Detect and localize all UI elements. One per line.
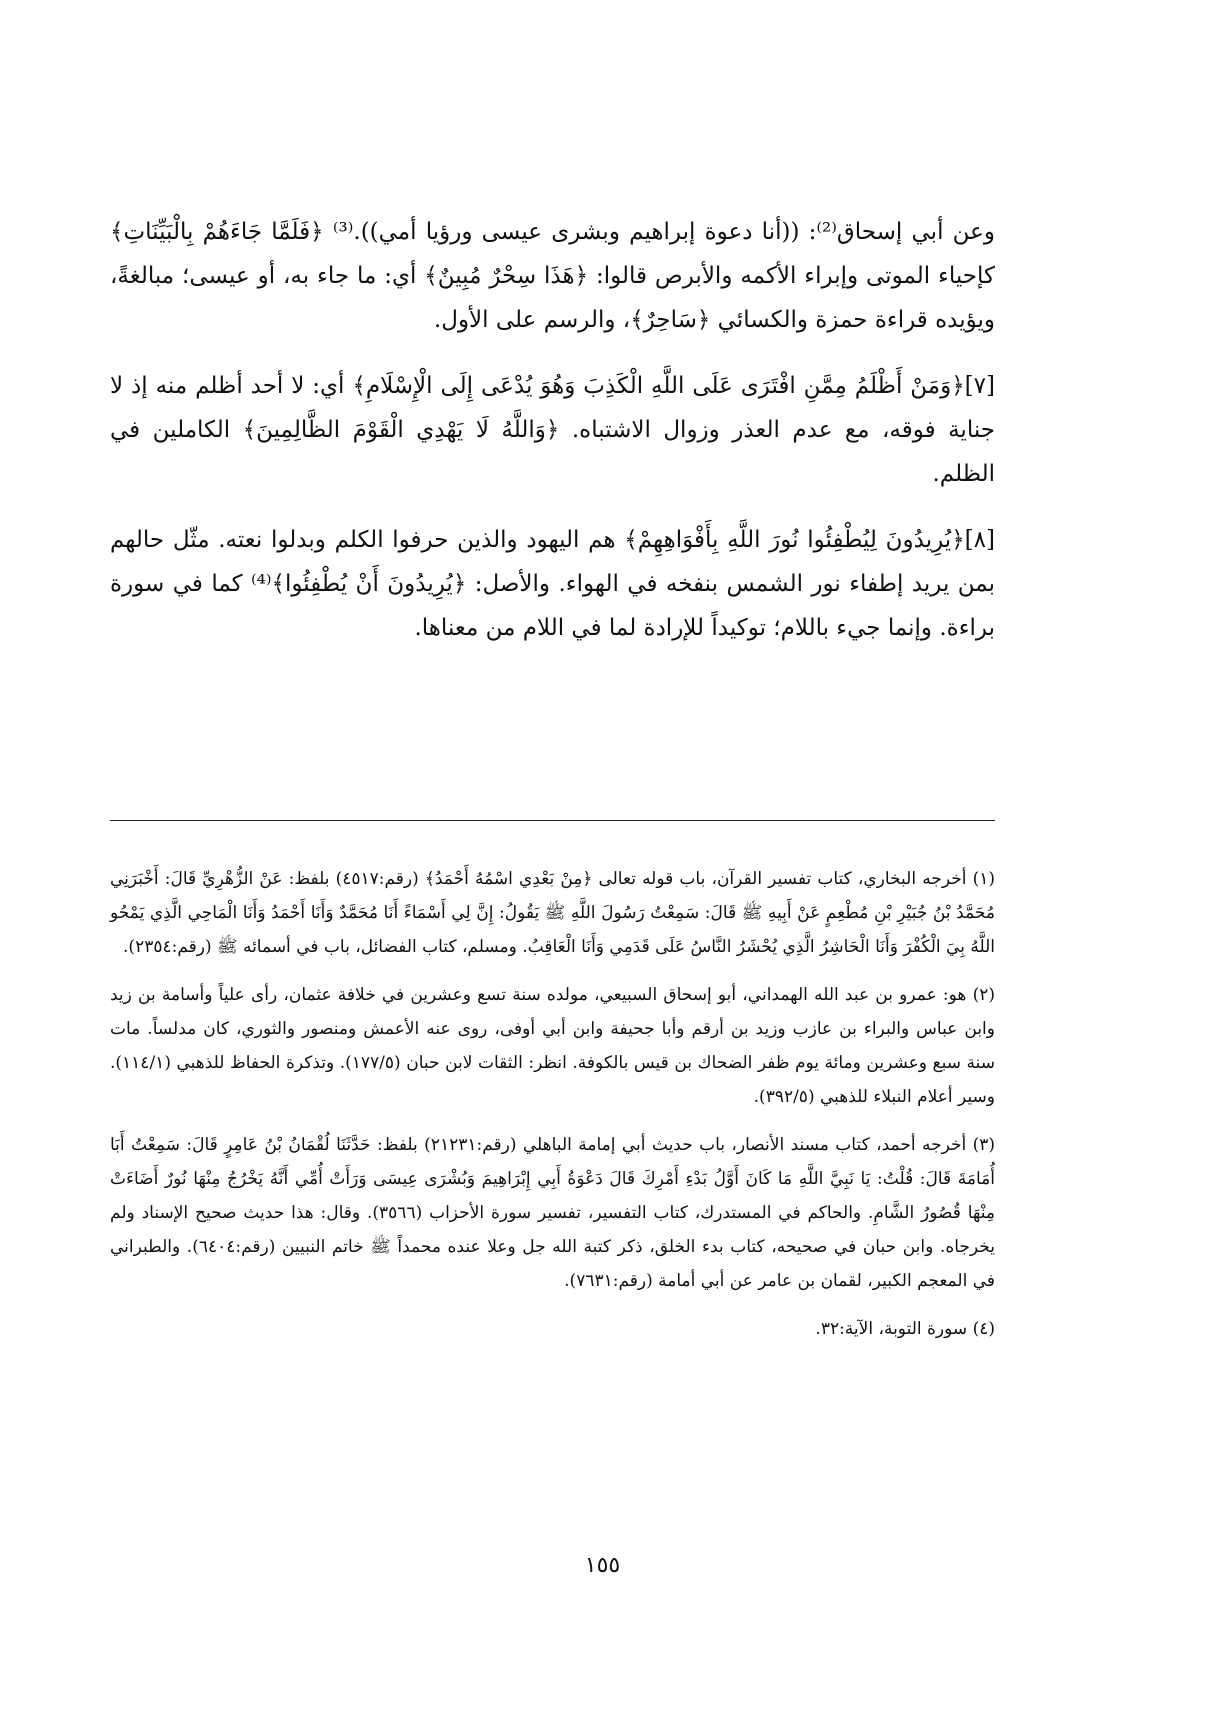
footnotes xyxy=(110,862,995,1360)
paragraph-2: [٧]﴿وَمَنْ أَظْلَمُ مِمَّنِ افْتَرَى عَلَى اللَّهِ الْكَذِبَ وَهُوَ يُدْعَى إِلَى الْإِسْلَامِ﴾ أي: لا أحد أظلم منه إذ لا جناية فوقه، مع عدم العذر وزوال الاشتباه. ﴿وَاللَّهُ لَا يَهْدِي الْقَوْمَ الظَّالِمِينَ﴾ الكاملين في الظلم. xyxy=(110,373,995,487)
footnote-separator xyxy=(110,820,995,821)
footnote-4: (٤) سورة التوبة، الآية:٣٢. xyxy=(815,1319,995,1339)
footnote-2: (٢) هو: عمرو بن عبد الله الهمداني، أبو إسحاق السبيعي، مولده سنة تسع وعشرين في خلافة عثمان، رأى علياً وأسامة بن زيد وابن عباس والبراء بن عازب وزيد بن أرقم وأبا جحيفة وابن أبي أوفى، روى عنه الأعمش ومنصور والثوري، كان مدلساً. مات سنة سبع وعشرين ومائة يوم ظفر الضحاك بن قيس بالكوفة. انظر: الثقات لابن حبان (١٧٧/٥). وتذكرة الحفاظ للذهبي (١١٤/١). وسير أعلام النبلاء للذهبي (٣٩٢/٥). xyxy=(110,985,995,1107)
paragraph-1: وعن أبي إسحاق⁽²⁾: ((أنا دعوة إبراهيم وبشرى عيسى ورؤيا أمي)).⁽³⁾ ﴿فَلَمَّا جَاءَهُمْ بِالْبَيِّنَاتِ﴾ كإحياء الموتى وإبراء الأكمه والأبرص قالوا: ﴿هَذَا سِحْرٌ مُبِينٌ﴾ أي: ما جاء به، أو عيسى؛ مبالغةً، ويؤيده قراءة حمزة والكسائي ﴿سَاحِرٌ﴾، والرسم على الأول. xyxy=(110,219,995,333)
paragraph-3: [٨]﴿يُرِيدُونَ لِيُطْفِئُوا نُورَ اللَّهِ بِأَفْوَاهِهِمْ﴾ هم اليهود والذين حرفوا الكلم وبدلوا نعته. مثّل حالهم بمن يريد إطفاء نور الشمس بنفخه في الهواء. والأصل: ﴿يُرِيدُونَ أَنْ يُطْفِئُوا﴾⁽⁴⁾ كما في سورة براءة. وإنما جيء باللام؛ توكيداً للإرادة لما في اللام من معناها. xyxy=(110,527,995,641)
footnote-3: (٣) أخرجه أحمد، كتاب مسند الأنصار، باب حديث أبي إمامة الباهلي (رقم:٢١٢٣١) بلفظ: حَدَّثَنَا لُقْمَانُ بْنُ عَامِرٍ قَالَ: سَمِعْتُ أَبَا أُمَامَةَ قَالَ: قُلْتُ: يَا نَبِيَّ اللَّهِ مَا كَانَ أَوَّلُ بَدْءِ أَمْرِكَ قَالَ دَعْوَةُ أَبِي إِبْرَاهِيمَ وَبُشْرَى عِيسَى وَرَأَتْ أُمِّي أَنَّهُ يَخْرُجُ مِنْهَا نُورٌ أَضَاءَتْ مِنْهَا قُصُورُ الشَّامِ. والحاكم في المستدرك، كتاب التفسير، تفسير سورة الأحزاب (٣٥٦٦). وقال: هذا حديث صحيح الإسناد ولم يخرجاه. وابن حبان في صحيحه، كتاب بدء الخلق، ذكر كتبة الله جل وعلا عنده محمداً ﷺ خاتم النبيين (رقم:٦٤٠٤). والطبراني في المعجم الكبير، لقمان بن عامر عن أبي أمامة (رقم:٧٦٣١). xyxy=(110,1135,996,1291)
footnote-1: (١) أخرجه البخاري، كتاب تفسير القرآن، باب قوله تعالى ﴿مِنْ بَعْدِي اسْمُهُ أَحْمَدُ﴾ (رقم:٤٥١٧) بلفظ: عَنْ الزُّهْرِيِّ قَالَ: أَخْبَرَنِي مُحَمَّدُ بْنُ جُبَيْرِ بْنِ مُطْعِمٍ عَنْ أَبِيهِ ﷺ قَالَ: سَمِعْتُ رَسُولَ اللَّهِ ﷺ يَقُولُ: إِنَّ لِي أَسْمَاءً أَنَا مُحَمَّدٌ وَأَنَا أَحْمَدُ وَأَنَا الْمَاحِي الَّذِي يَمْحُو اللَّهُ بِيَ الْكُفْرَ وَأَنَا الْحَاشِرُ الَّذِي يُحْشَرُ النَّاسُ عَلَى قَدَمِي وَأَنَا الْعَاقِبُ. ومسلم، كتاب الفضائل، باب في أسمائه ﷺ (رقم:٢٣٥٤). xyxy=(110,869,995,957)
main-text xyxy=(110,210,995,672)
page-number: ١٥٥ xyxy=(584,1553,621,1578)
